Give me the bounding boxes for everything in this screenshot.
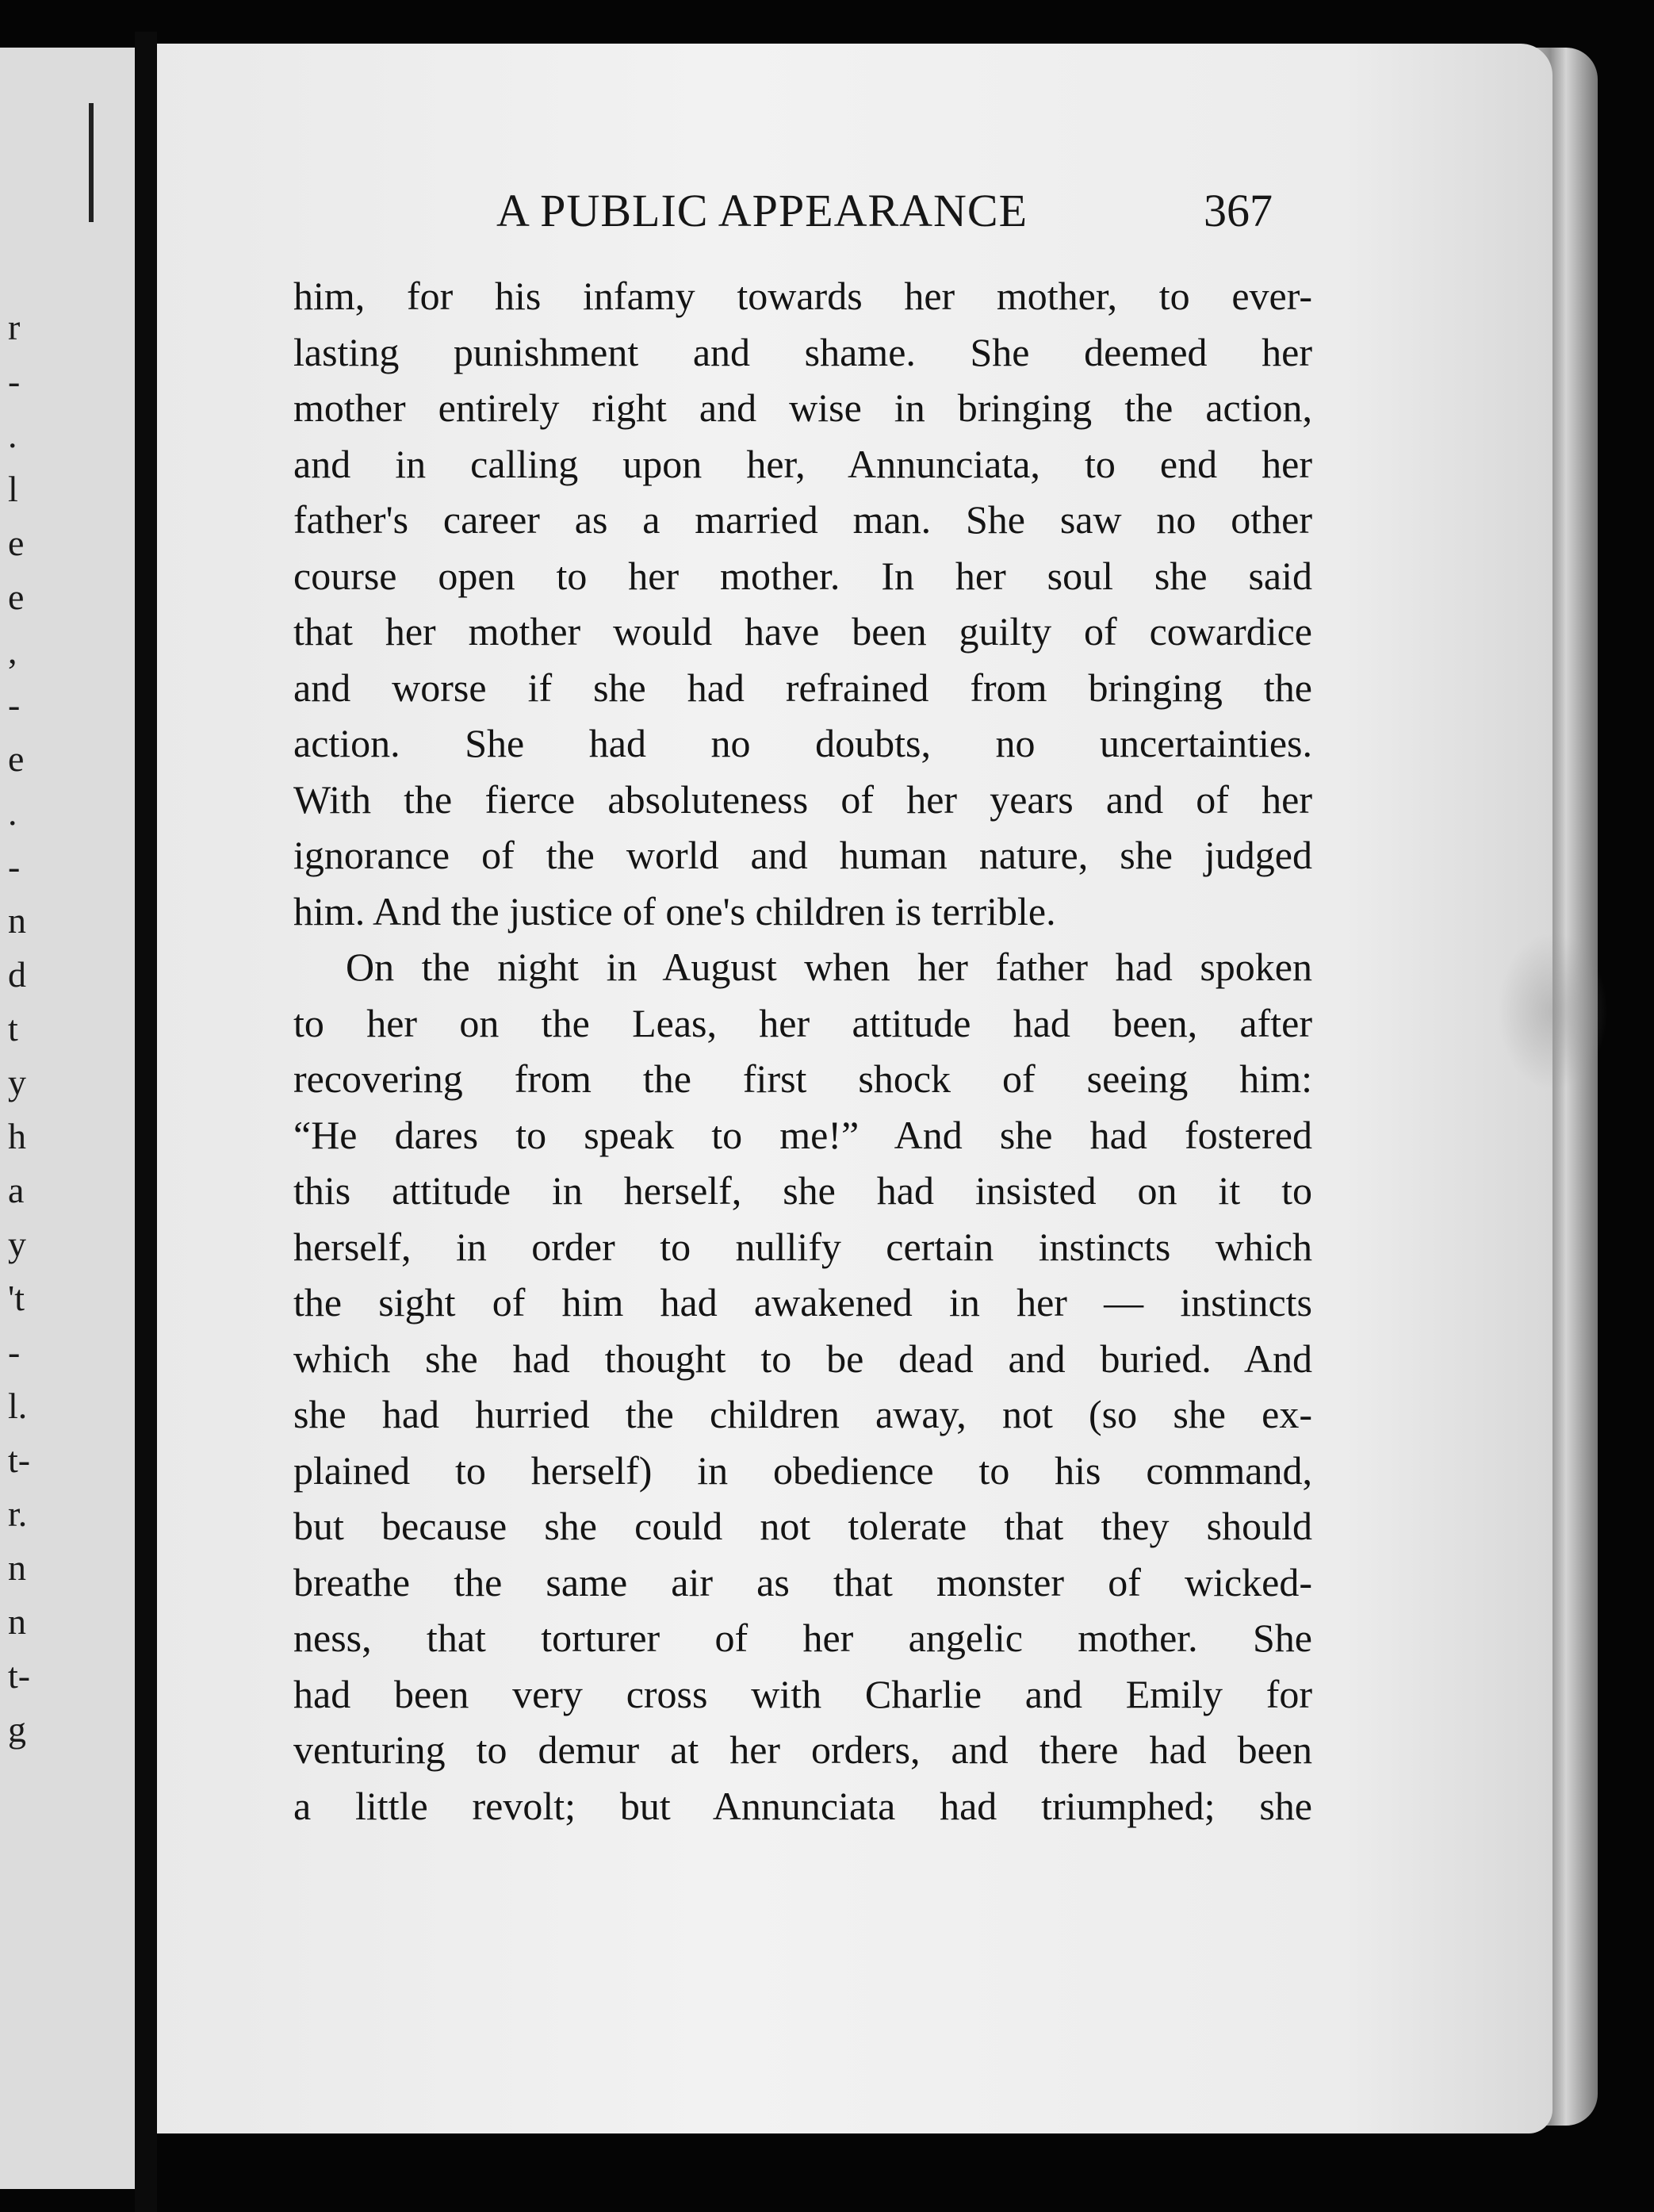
text-line: breathe the same air as that monster of wicked- [293,1559,1312,1604]
facing-page-fragment: t- [8,1440,31,1480]
running-head: A PUBLIC APPEARANCE [496,185,1028,236]
text-line: ness, that torturer of her angelic mother. She [293,1616,1312,1660]
book-gutter [135,32,157,2212]
text-line: action. She had no doubts, no uncertainties. [293,721,1312,765]
text-line: a little revolt; but Annunciata had triumphed; she [293,1783,1312,1828]
text-line: course open to her mother. In her soul she said [293,553,1312,598]
facing-page-fragment: - [8,684,21,725]
text-line: plained to herself) in obedience to his command, [293,1447,1312,1493]
facing-page-fragment: - [8,1332,21,1372]
facing-page-fragment: - [8,846,21,887]
facing-page-fragment: y [8,1224,26,1264]
facing-page-fragment: n [8,1547,26,1588]
text-line: ignorance of the world and human nature, she judged [293,833,1312,877]
facing-page-fragment: n [8,900,26,941]
text-line: herself, in order to nullify certain instincts which [293,1224,1312,1269]
text-line: lasting punishment and shame. She deemed her [293,329,1312,374]
text-line: venturing to demur at her orders, and there had been [293,1727,1312,1772]
facing-page-fragment: l. [8,1386,28,1426]
facing-page-fragment: a [8,1170,25,1210]
text-line: and in calling upon her, Annunciata, to end her [293,441,1312,486]
text-line: she had hurried the children away, not (so she ex- [293,1392,1312,1436]
text-line: this attitude in herself, she had insisted on it to [293,1168,1312,1213]
text-line: but because she could not tolerate that they should [293,1504,1312,1548]
facing-page-edge-mark [89,103,94,222]
facing-page-fragment: l [8,469,18,509]
facing-page-fragment: e [8,523,25,563]
text-line: to her on the Leas, her attitude had been, after [293,1000,1312,1045]
text-line: On the night in August when her father had spoken [346,945,1312,989]
facing-page-fragment: h [8,1116,26,1156]
text-line: mother entirely right and wise in bringing the action, [293,385,1312,430]
facing-page-fragment: e [8,577,25,617]
text-line: the sight of him had awakened in her — instincts [293,1280,1312,1325]
facing-page-fragment: r [8,307,21,347]
page-number: 367 [1204,185,1273,236]
facing-page-fragment: n [8,1601,26,1642]
text-line: him, for his infamy towards her mother, to ever- [293,274,1312,318]
facing-page-fragment: e [8,738,25,779]
text-line: him. And the justice of one's children is terrible. [293,888,1056,933]
facing-page-fragment: t- [8,1655,31,1696]
text-line: “He dares to speak to me!” And she had fostered [293,1112,1312,1157]
text-line: that her mother would have been guilty of cowardice [293,609,1312,654]
facing-page-fragment: y [8,1062,26,1102]
facing-page-fragment: t [8,1008,18,1048]
facing-page-fragment: . [8,415,17,455]
body-text [293,268,1312,1834]
text-line: With the fierce absoluteness of her years and of her [293,776,1312,822]
facing-page-fragment: 't [8,1278,25,1318]
text-line: and worse if she had refrained from bringing the [293,665,1312,710]
page-smudge [1497,932,1608,1091]
facing-page-fragment: r. [8,1493,28,1534]
facing-page-fragment: . [8,792,17,833]
facing-page-fragment: , [8,631,17,671]
facing-page [0,48,140,2189]
facing-page-fragment: g [8,1709,26,1750]
text-line: father's career as a married man. She saw no other [293,497,1312,542]
facing-page-fragment: d [8,954,26,995]
text-line: had been very cross with Charlie and Emily for [293,1671,1312,1716]
facing-page-fragment: - [8,361,21,401]
text-line: recovering from the first shock of seeing him: [293,1056,1312,1101]
text-line: which she had thought to be dead and buried. And [293,1336,1312,1381]
